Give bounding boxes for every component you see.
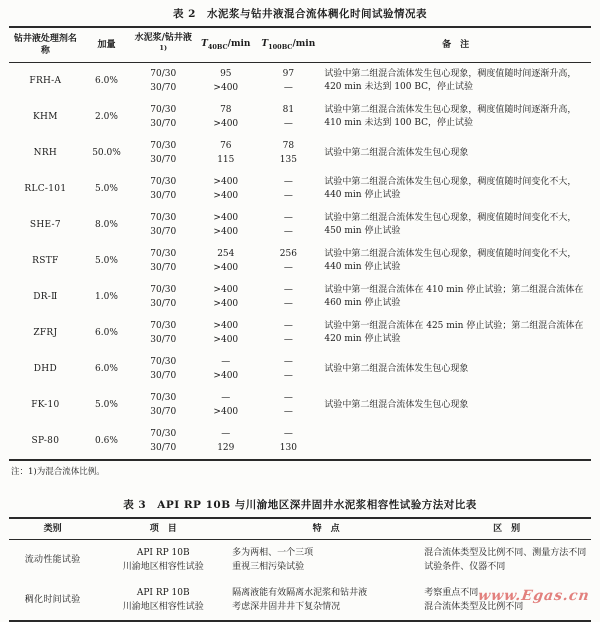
column-header: $T_{100BC}/\min$ <box>261 39 316 52</box>
t40-cell: >400 >400 <box>213 321 239 346</box>
table-row <box>9 279 591 315</box>
agent-name-cell: DR-Ⅱ <box>33 291 58 302</box>
dosage-cell: 5.0% <box>95 399 118 410</box>
item-cell: API RP 10B 川渝地区相容性试验 <box>122 588 204 613</box>
column-header: 项 目 <box>149 524 177 535</box>
t100-cell: 97 — <box>282 69 295 94</box>
remark-cell: 试验中第二组混合流体发生包心现象，稠度值随时间逐渐升高，410 min 未达到 100 BC，停止试验 <box>324 104 577 129</box>
ratio-cell: 70/30 30/70 <box>150 429 177 454</box>
agent-name-cell: FK-10 <box>31 399 60 410</box>
agent-name-cell: ZFRJ <box>33 327 58 338</box>
dosage-cell: 1.0% <box>95 291 118 302</box>
dosage-cell: 50.0% <box>92 147 121 158</box>
ratio-cell: 70/30 30/70 <box>150 357 177 382</box>
column-header: 区 别 <box>493 524 521 535</box>
remark-cell: 试验中第二组混合流体发生包心现象 <box>324 363 469 374</box>
t100-cell: — — <box>283 285 293 310</box>
t40-cell: 76 115 <box>217 141 235 166</box>
table-row <box>9 540 591 581</box>
table2-title: 表 2 水泥浆与钻井液混合流体稠化时间试验情况表 <box>173 8 427 20</box>
dosage-cell: 6.0% <box>95 363 118 374</box>
remark-cell: 试验中第一组混合流体在 425 min 停止试验；第二组混合流体在 420 min 停止试验 <box>324 320 584 345</box>
ratio-cell: 70/30 30/70 <box>150 69 177 94</box>
t40-cell: 78 >400 <box>213 105 239 130</box>
remark-cell: 试验中第二组混合流体发生包心现象，稠度值随时间变化不大，440 min 停止试验 <box>324 176 577 201</box>
t100-cell: — — <box>283 357 293 382</box>
table-row <box>9 99 591 135</box>
dosage-cell: 0.6% <box>95 435 118 446</box>
table-row <box>9 135 591 171</box>
ratio-cell: 70/30 30/70 <box>150 105 177 130</box>
difference-cell: 混合流体类型及比例不同、测量方法不同 试验条件、仪器不同 <box>424 548 587 573</box>
feature-cell: 隔离液能有效隔离水泥浆和钻井液 考虑深井固井井下复杂情况 <box>232 588 368 613</box>
table3-header-row <box>9 518 591 540</box>
dosage-cell: 8.0% <box>95 219 118 230</box>
column-header: 备 注 <box>442 40 470 51</box>
ratio-cell: 70/30 30/70 <box>150 213 177 238</box>
ratio-cell: 70/30 30/70 <box>150 393 177 418</box>
t100-cell: — — <box>283 213 293 238</box>
column-header: 钻井液处理剂名称 <box>13 34 77 57</box>
table-row <box>9 207 591 243</box>
ratio-cell: 70/30 30/70 <box>150 177 177 202</box>
column-header: 水泥浆/钻井液$^{1)}$ <box>134 33 192 53</box>
t40-cell: — >400 <box>213 393 239 418</box>
t40-cell: 95 >400 <box>213 69 239 94</box>
dosage-cell: 6.0% <box>95 75 118 86</box>
table-row <box>9 243 591 279</box>
t40-cell: — 129 <box>217 429 235 454</box>
agent-name-cell: NRH <box>33 147 58 158</box>
t40-cell: >400 >400 <box>213 177 239 202</box>
category-cell: 流动性能试验 <box>24 554 81 565</box>
ratio-cell: 70/30 30/70 <box>150 321 177 346</box>
t100-cell: — 130 <box>279 429 297 454</box>
difference-cell: 考察重点不同 混合流体类型及比例不同 <box>424 588 524 613</box>
feature-cell: 多为两相、一个三项 重视三相污染试验 <box>232 548 314 573</box>
table-row <box>9 387 591 423</box>
agent-name-cell: SP-80 <box>31 435 60 446</box>
remark-cell: 试验中第一组混合流体在 410 min 停止试验；第二组混合流体在 460 min 停止试验 <box>324 284 584 309</box>
table-row <box>9 351 591 387</box>
agent-name-cell: FRH-A <box>29 75 62 86</box>
table3-title: 表 3 API RP 10B 与川渝地区深井固井水泥浆相容性试验方法对比表 <box>123 499 477 512</box>
table-row <box>9 171 591 207</box>
agent-name-cell: RSTF <box>32 255 59 266</box>
remark-cell: 试验中第二组混合流体发生包心现象 <box>324 399 469 410</box>
agent-name-cell: KHM <box>33 111 58 122</box>
t100-cell: — — <box>283 393 293 418</box>
dosage-cell: 2.0% <box>95 111 118 122</box>
item-cell: API RP 10B 川渝地区相容性试验 <box>122 548 204 573</box>
dosage-cell: 6.0% <box>95 327 118 338</box>
t100-cell: 78 135 <box>279 141 297 166</box>
remark-cell: 试验中第二组混合流体发生包心现象，稠度值随时间逐渐升高，420 min 未达到 100 BC，停止试验 <box>324 68 577 93</box>
column-header: $T_{40BC}/\min$ <box>201 39 251 52</box>
agent-name-cell: DHD <box>33 363 57 374</box>
table-row <box>9 63 591 100</box>
t100-cell: 81 — <box>282 105 295 130</box>
remark-cell: 试验中第二组混合流体发生包心现象 <box>324 147 469 158</box>
t40-cell: 254 >400 <box>213 249 239 274</box>
dosage-cell: 5.0% <box>95 183 118 194</box>
table2-body <box>9 63 591 461</box>
spacer <box>9 477 591 493</box>
t100-cell: — — <box>283 321 293 346</box>
t40-cell: >400 >400 <box>213 213 239 238</box>
table-row <box>9 423 591 460</box>
remark-cell <box>320 423 591 460</box>
table-row <box>9 315 591 351</box>
t40-cell: >400 >400 <box>213 285 239 310</box>
thickening-time-table <box>9 26 591 461</box>
site-watermark: www.Egas.cn <box>477 588 592 604</box>
category-cell: 稠化时间试验 <box>24 594 81 605</box>
t100-cell: — — <box>283 177 293 202</box>
table2-header-row <box>9 27 591 63</box>
ratio-cell: 70/30 30/70 <box>150 249 177 274</box>
ratio-cell: 70/30 30/70 <box>150 285 177 310</box>
dosage-cell: 5.0% <box>95 255 118 266</box>
table2-footnote: 注：1)为混合流体比例。 <box>11 467 105 478</box>
agent-name-cell: RLC-101 <box>24 183 67 194</box>
t100-cell: 256 — <box>279 249 297 274</box>
column-header: 特 点 <box>312 524 340 535</box>
remark-cell: 试验中第二组混合流体发生包心现象，稠度值随时间变化不大，440 min 停止试验 <box>324 248 577 273</box>
remark-cell: 试验中第二组混合流体发生包心现象，稠度值随时间变化不大，450 min 停止试验 <box>324 212 577 237</box>
ratio-cell: 70/30 30/70 <box>150 141 177 166</box>
table3-body <box>9 540 591 622</box>
t40-cell: — >400 <box>213 357 239 382</box>
column-header: 加量 <box>97 40 116 51</box>
agent-name-cell: SHE-7 <box>29 219 61 230</box>
method-comparison-table <box>9 517 591 622</box>
column-header: 类别 <box>43 524 62 535</box>
